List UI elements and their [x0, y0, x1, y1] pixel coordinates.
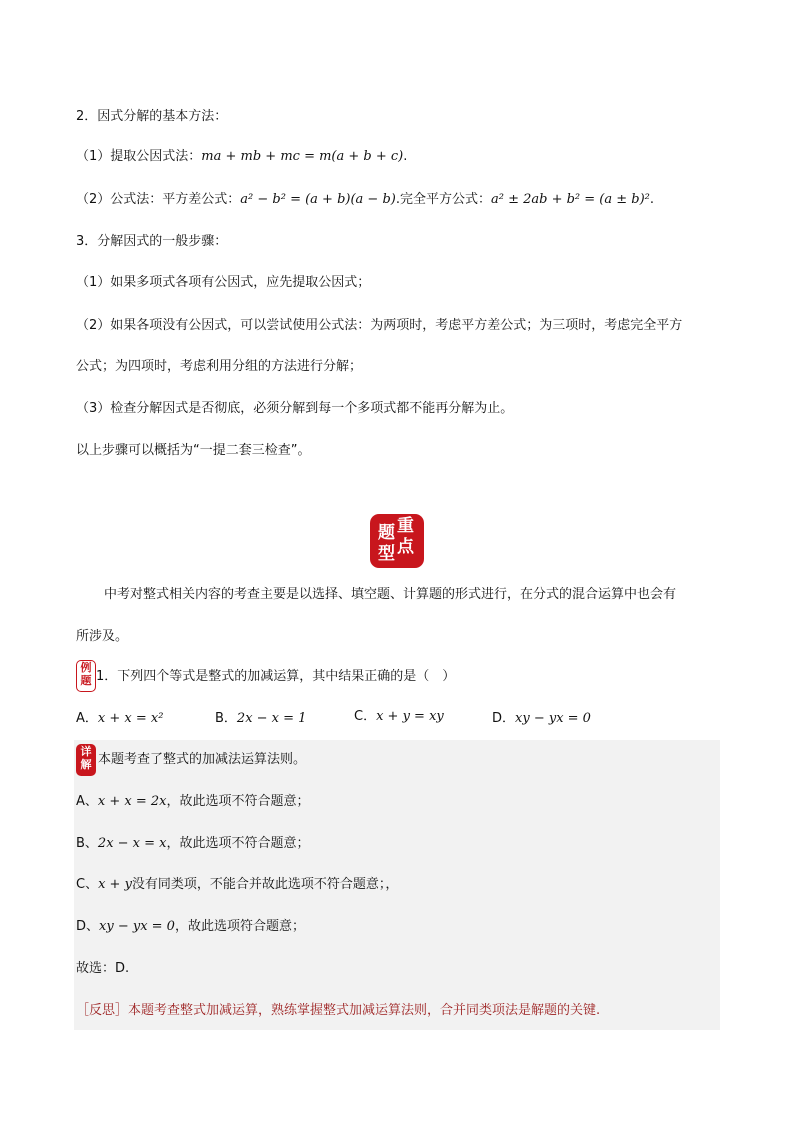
solution-c-text: 没有同类项，不能合并故此选项不符合题意；，	[131, 877, 399, 892]
stamp-char-3: 题	[378, 523, 395, 543]
solution-c-expr: x + y	[98, 877, 132, 892]
example-stamp-char-2: 题	[80, 674, 92, 687]
option-c	[354, 708, 444, 726]
solution-b-prefix: B、	[76, 836, 98, 851]
step-2-line-1: （2）如果各项没有公因式，可以尝试使用公式法：为两项时，考虑平方差公式；为三项时，考虑完全平方	[76, 318, 683, 333]
solution-a-prefix: A、	[76, 794, 98, 809]
method-1-label: （1）提取公因式法：	[76, 149, 202, 164]
solution-d-text: ，故此选项符合题意；	[174, 919, 305, 934]
intro-line-2: 所涉及。	[76, 629, 129, 644]
option-d-expr: xy − yx = 0	[515, 711, 591, 726]
option-b-expr: 2x − x = 1	[236, 711, 307, 726]
stamp-char-1: 重	[397, 516, 414, 536]
step-3: （3）检查分解因式是否彻底，必须分解到每一个多项式都不能再分解为止。	[76, 401, 514, 416]
option-a	[76, 710, 163, 728]
solution-a-expr: x + x = 2x	[97, 794, 167, 809]
solution-reflection: ［反思］本题考查整式加减运算，熟练掌握整式加减运算法则，合并同类项法是解题的关键.	[76, 1003, 601, 1018]
option-c-expr: x + y = xy	[376, 709, 444, 724]
step-1: （1）如果多项式各项有公因式，应先提取公因式；	[76, 275, 371, 290]
method-2-end: .	[649, 192, 655, 207]
method-2-mid: .完全平方公式：	[395, 192, 491, 207]
solution-line-c	[76, 876, 398, 894]
steps-summary: 以上步骤可以概括为“一提二套三检查”。	[76, 443, 311, 458]
key-question-types-stamp-icon	[370, 514, 424, 568]
example-stamp-char-1: 例	[80, 661, 92, 674]
solution-c-prefix: C、	[76, 877, 99, 892]
solution-intro: 本题考查了整式的加减法运算法则。	[98, 752, 307, 767]
step-2-line-2: 公式；为四项时，考虑利用分组的方法进行分解；	[76, 359, 363, 374]
solution-b-expr: 2x − x = x	[97, 836, 167, 851]
solution-b-text: ，故此选项不符合题意；	[166, 836, 310, 851]
option-d	[492, 710, 591, 728]
solution-d-prefix: D、	[76, 919, 100, 934]
method-formula	[76, 191, 654, 209]
solution-stamp-icon	[76, 744, 96, 776]
method-extract-common-factor	[76, 148, 407, 166]
perfect-square-formula: a² ± 2ab + b² = (a ± b)²	[490, 192, 650, 207]
difference-of-squares-formula: a² − b² = (a + b)(a − b)	[240, 192, 396, 207]
option-c-letter: C．	[354, 709, 377, 724]
option-b-letter: B．	[215, 711, 237, 726]
option-a-expr: x + x = x²	[97, 711, 164, 726]
stamp-char-4: 型	[378, 544, 395, 564]
method-1-formula-rhs: = m(a + b + c)	[304, 149, 404, 164]
method-1-end: .	[403, 149, 408, 164]
example-question: 1．下列四个等式是整式的加减运算，其中结果正确的是（ ）	[96, 669, 456, 684]
method-2-label: （2）公式法：平方差公式：	[76, 192, 241, 207]
example-stamp-icon	[76, 660, 96, 692]
solution-line-d	[76, 918, 305, 936]
stamp-char-2: 点	[397, 537, 414, 557]
intro-line-1: 中考对整式相关内容的考查主要是以选择、填空题、计算题的形式进行，在分式的混合运算中也会有	[104, 587, 677, 602]
solution-stamp-char-2: 解	[80, 758, 92, 771]
method-1-formula-lhs: ma + mb + mc	[201, 149, 300, 164]
solution-answer: 故选：D.	[76, 961, 130, 976]
option-b	[215, 710, 306, 728]
solution-line-a	[76, 793, 310, 811]
section2-heading: 2．因式分解的基本方法：	[76, 109, 228, 124]
solution-line-b	[76, 835, 310, 853]
section3-heading: 3．分解因式的一般步骤：	[76, 234, 228, 249]
solution-a-text: ，故此选项不符合题意；	[166, 794, 310, 809]
solution-stamp-char-1: 详	[80, 745, 92, 758]
solution-d-expr: xy − yx = 0	[99, 919, 175, 934]
option-d-letter: D．	[492, 711, 516, 726]
option-a-letter: A．	[76, 711, 98, 726]
